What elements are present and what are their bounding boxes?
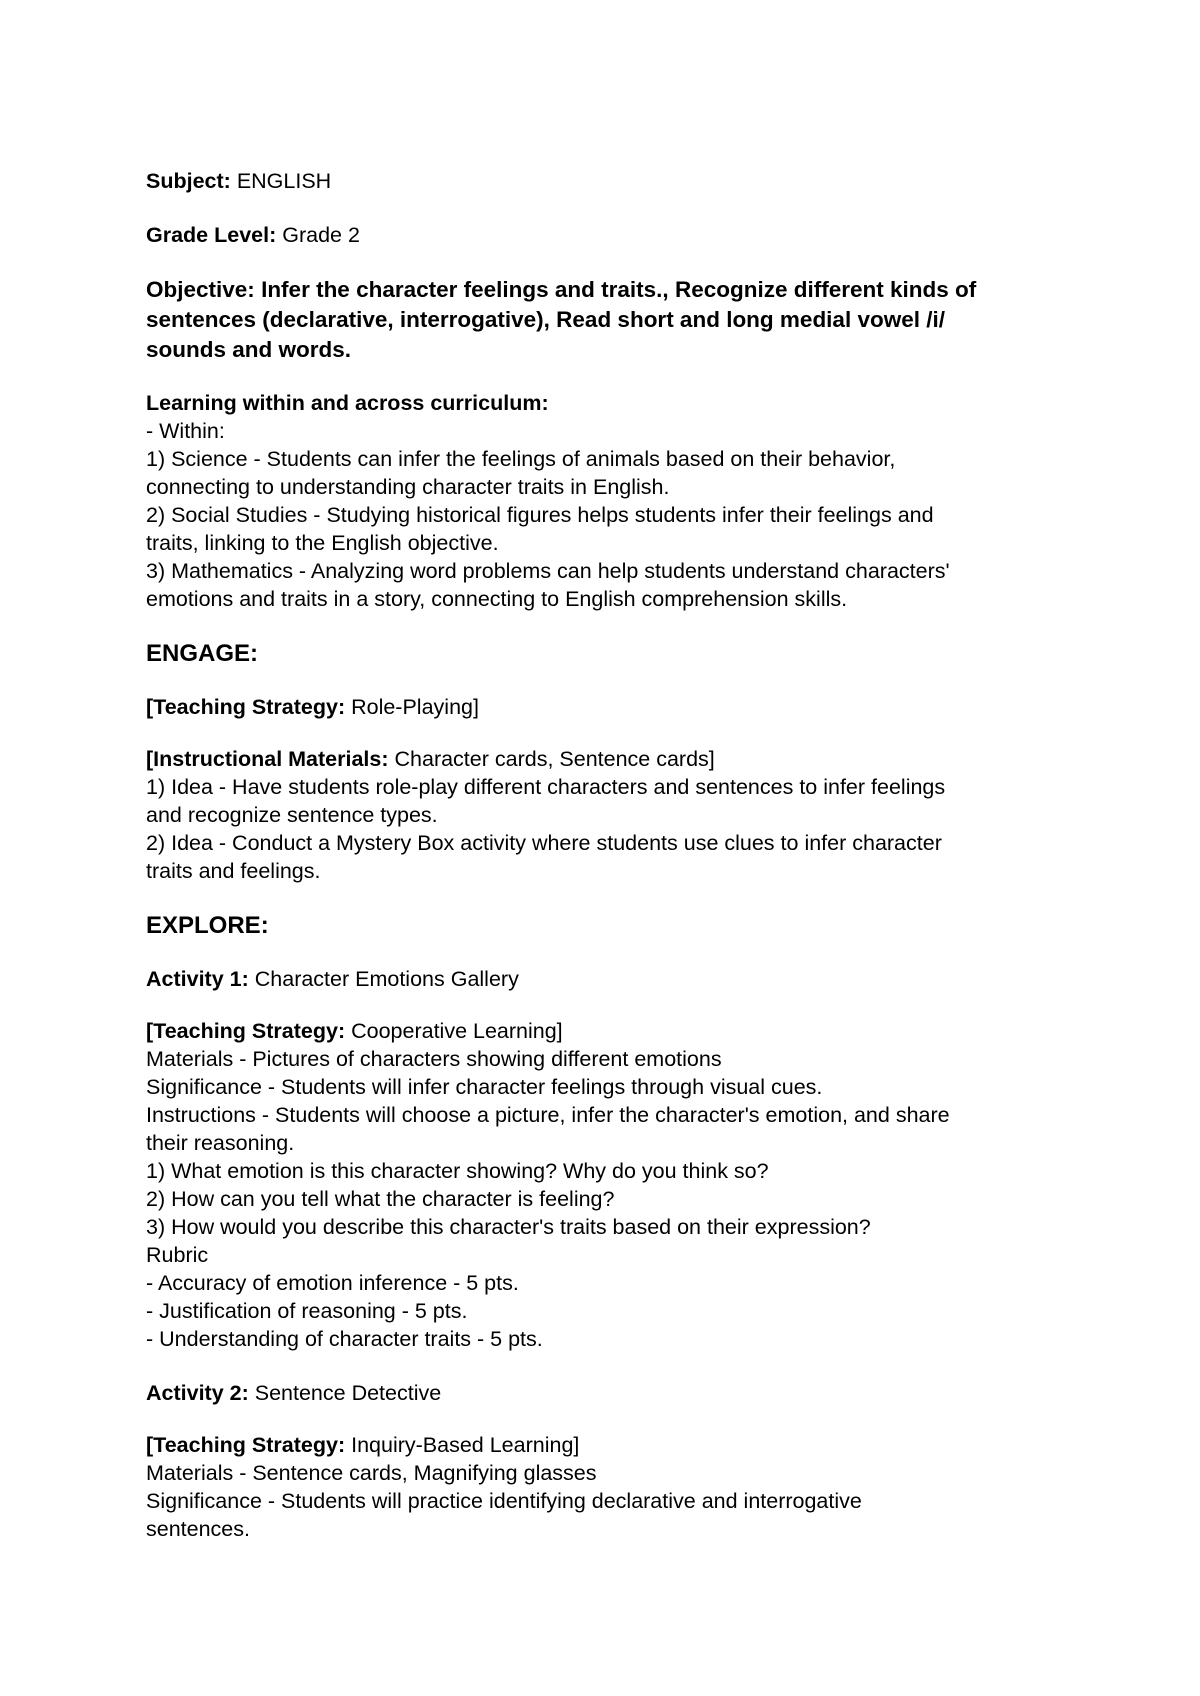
- activity-1-line: - Accuracy of emotion inference - 5 pts.: [146, 1271, 519, 1295]
- engage-heading: ENGAGE:: [146, 640, 259, 667]
- learning-line: 2) Social Studies - Studying historical figures helps students infer their feelings and: [146, 503, 934, 527]
- activity-1-strategy-label: [Teaching Strategy:: [146, 1019, 346, 1043]
- activity-1-strategy: [146, 1017, 1086, 1045]
- activity-2-strategy-label: [Teaching Strategy:: [146, 1433, 346, 1457]
- explore-heading: EXPLORE:: [146, 912, 269, 939]
- activity-1-line: 1) What emotion is this character showing? Why do you think so?: [146, 1159, 769, 1183]
- activity-1-name: Character Emotions Gallery: [254, 967, 519, 991]
- engage-idea-line: traits and feelings.: [146, 859, 321, 883]
- activity-1-title: [146, 965, 1086, 993]
- activity-1-label: Activity 1:: [146, 967, 249, 991]
- engage-idea-line: 1) Idea - Have students role-play different characters and sentences to infer feelings: [146, 775, 946, 799]
- activity-1-line: their reasoning.: [146, 1131, 295, 1155]
- learning-line: - Within:: [146, 419, 225, 443]
- learning-line: traits, linking to the English objective.: [146, 531, 499, 555]
- subject-label: Subject:: [146, 169, 231, 193]
- learning-line: connecting to understanding character traits in English.: [146, 475, 670, 499]
- activity-2-line: Significance - Students will practice identifying declarative and interrogative: [146, 1489, 862, 1513]
- engage-strategy-label: [Teaching Strategy:: [146, 695, 346, 719]
- activity-2-name: Sentence Detective: [254, 1381, 442, 1405]
- learning-line: emotions and traits in a story, connecting to English comprehension skills.: [146, 587, 848, 611]
- engage-materials: [146, 745, 1086, 773]
- activity-2-strategy: [146, 1431, 1086, 1459]
- activity-1-strategy-value: Cooperative Learning]: [351, 1019, 563, 1043]
- subject-value: ENGLISH: [236, 169, 332, 193]
- activity-1-line: 3) How would you describe this character's traits based on their expression?: [146, 1215, 871, 1239]
- grade-label: Grade Level:: [146, 223, 277, 247]
- grade-line: [146, 221, 1086, 249]
- learning-heading: Learning within and across curriculum:: [146, 391, 549, 415]
- objective-line-1: Infer the character feelings and traits., Recognize different kinds of: [261, 277, 977, 302]
- learning-line: 1) Science - Students can infer the feelings of animals based on their behavior,: [146, 447, 896, 471]
- objective-label: Objective:: [146, 277, 255, 302]
- learning-block: [146, 389, 1086, 613]
- engage-strategy-value: Role-Playing]: [351, 695, 479, 719]
- engage-materials-value: Character cards, Sentence cards]: [394, 747, 715, 771]
- activity-1-line: Materials - Pictures of characters showing different emotions: [146, 1047, 722, 1071]
- engage-strategy: [146, 693, 1086, 721]
- activity-1-line: Significance - Students will infer character feelings through visual cues.: [146, 1075, 823, 1099]
- learning-line: 3) Mathematics - Analyzing word problems can help students understand characters': [146, 559, 950, 583]
- activity-1-line: Instructions - Students will choose a picture, infer the character's emotion, and share: [146, 1103, 950, 1127]
- engage-idea-line: 2) Idea - Conduct a Mystery Box activity where students use clues to infer character: [146, 831, 942, 855]
- engage-materials-label: [Instructional Materials:: [146, 747, 389, 771]
- activity-1-line: Rubric: [146, 1243, 209, 1267]
- activity-1-line: 2) How can you tell what the character is feeling?: [146, 1187, 615, 1211]
- activity-2-label: Activity 2:: [146, 1381, 249, 1405]
- engage-idea-line: and recognize sentence types.: [146, 803, 438, 827]
- activity-2-line: Materials - Sentence cards, Magnifying glasses: [146, 1461, 597, 1485]
- objective-block: [146, 275, 1086, 365]
- activity-1-line: - Understanding of character traits - 5 pts.: [146, 1327, 543, 1351]
- activity-2-strategy-value: Inquiry-Based Learning]: [351, 1433, 580, 1457]
- lesson-plan-document: [146, 167, 1086, 1543]
- activity-2-line: sentences.: [146, 1517, 250, 1541]
- activity-1-line: - Justification of reasoning - 5 pts.: [146, 1299, 468, 1323]
- subject-line: [146, 167, 1086, 195]
- objective-line-2: sentences (declarative, interrogative), Read short and long medial vowel /i/: [146, 307, 945, 332]
- objective-line-3: sounds and words.: [146, 337, 352, 362]
- activity-2-title: [146, 1379, 1086, 1407]
- grade-value: Grade 2: [282, 223, 360, 247]
